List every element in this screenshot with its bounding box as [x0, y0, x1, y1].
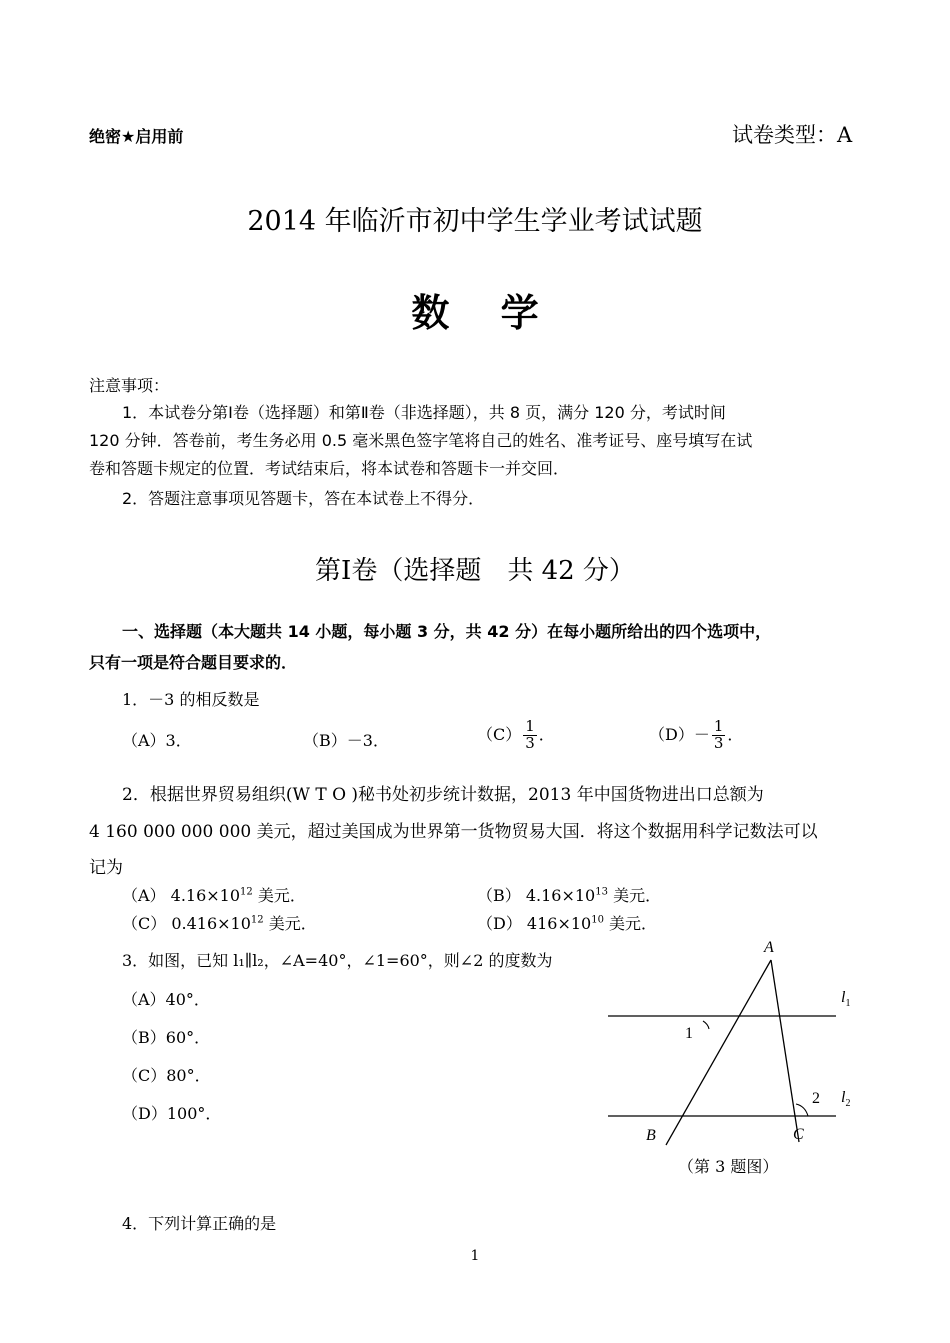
q1-stem: 1．－3 的相反数是: [122, 690, 260, 709]
q1-d-denominator: 3: [713, 733, 724, 752]
q1-c-numerator: 1: [525, 717, 535, 735]
q1-option-c-label: （C）: [477, 724, 522, 744]
q2-c-tail: 美元．: [263, 914, 317, 933]
l2-letter: l: [841, 1089, 846, 1106]
q1-option-a: （A）3．: [122, 731, 192, 750]
q2-option-b: [477, 883, 661, 906]
q1-option-d-label: （D）－: [649, 724, 710, 744]
segment-ab: [666, 960, 771, 1145]
paper-type: 试卷类型：A: [732, 123, 853, 147]
q1-option-b: （B）－3．: [303, 731, 389, 750]
q3-option-b: （B）60°．: [122, 1028, 211, 1047]
confidential-mark: 绝密★启用前: [89, 127, 184, 146]
q2-b-label: （B） 4.16×10: [477, 886, 596, 905]
q1-d-numerator: 1: [713, 717, 724, 735]
q1-option-c-tail: ．: [538, 724, 555, 744]
angle-2-arc: [796, 1104, 808, 1116]
q2-b-exponent: 13: [595, 886, 608, 898]
part-intro-line-2: 只有一项是符合题目要求的．: [89, 653, 298, 672]
subject-heading: 数 学: [411, 291, 539, 335]
line-l1-label: [841, 989, 850, 1009]
q3-figure-caption: （第 3 题图）: [678, 1157, 779, 1176]
q2-line-1: 2．根据世界贸易组织(W T O )秘书处初步统计数据，2013 年中国货物进出口总额为: [122, 785, 764, 805]
q2-d-tail: 美元．: [603, 914, 658, 933]
q1-option-d-tail: ．: [727, 724, 744, 744]
l2-subscript: 2: [845, 1098, 851, 1109]
q3-figure: [600, 932, 870, 1147]
q1-c-denominator: 3: [525, 733, 535, 752]
q2-c-exponent: 12: [250, 914, 264, 926]
q3-stem: 3．如图，已知 l₁∥l₂，∠A=40°，∠1=60°，则∠2 的度数为: [122, 951, 553, 970]
l1-letter: l: [841, 989, 846, 1006]
note-1-line-2: 120 分钟．答卷前，考生务必用 0.5 毫米黑色签字笔将自己的姓名、准考证号、座号填写在试: [89, 431, 753, 450]
q2-a-tail: 美元．: [252, 886, 306, 905]
q1-option-d-fraction: [712, 719, 726, 752]
q1-option-d: [649, 719, 743, 752]
angle-1-arc: [703, 1021, 709, 1029]
q2-line-2: 4 160 000 000 000 美元，超过美国成为世界第一货物贸易大国．将这个数据用科学记数法可以: [89, 822, 818, 842]
q2-d-label: （D） 416×10: [477, 914, 592, 933]
q2-a-exponent: 12: [240, 886, 253, 898]
q4-stem: 4．下列计算正确的是: [122, 1214, 277, 1233]
line-l2-label: [841, 1089, 850, 1109]
notes-heading: 注意事项：: [89, 376, 170, 395]
q3-option-a: （A）40°．: [122, 990, 210, 1009]
q2-option-c: [122, 911, 317, 934]
note-1-line-3: 卷和答题卡规定的位置．考试结束后，将本试卷和答题卡一并交回．: [89, 459, 570, 478]
angle-1-label: 1: [685, 1025, 693, 1042]
l1-subscript: 1: [845, 998, 851, 1009]
q2-line-3: 记为: [89, 858, 123, 878]
q2-b-tail: 美元．: [607, 886, 662, 905]
vertex-a-label: A: [764, 939, 774, 956]
page-number: 1: [470, 1248, 480, 1264]
q2-option-d: [477, 911, 657, 934]
note-2: 2．答题注意事项见答题卡，答在本试卷上不得分．: [122, 489, 485, 508]
q3-option-c: （C）80°．: [122, 1066, 211, 1085]
vertex-c-label: C: [793, 1126, 804, 1143]
q1-option-c: [477, 719, 555, 752]
vertex-b-label: B: [646, 1127, 656, 1144]
exam-title: 2014 年临沂市初中学生学业考试试题: [247, 206, 703, 237]
note-1-line-1: 1．本试卷分第Ⅰ卷（选择题）和第Ⅱ卷（非选择题），共 8 页，满分 120 分，考试时间: [122, 403, 726, 422]
angle-2-label: 2: [812, 1090, 820, 1107]
q2-a-label: （A） 4.16×10: [122, 886, 241, 905]
part-intro-line-1: 一、选择题（本大题共 14 小题，每小题 3 分，共 42 分）在每小题所给出的四个选项中，: [122, 622, 772, 641]
q2-option-a: [122, 883, 306, 906]
q2-d-exponent: 10: [591, 914, 604, 926]
segment-ac: [771, 960, 799, 1142]
section-title: 第Ⅰ卷（选择题 共 42 分）: [315, 556, 635, 586]
q1-option-c-fraction: [523, 719, 537, 752]
q3-option-d: （D）100°．: [122, 1104, 222, 1123]
q2-c-label: （C） 0.416×10: [122, 914, 251, 933]
